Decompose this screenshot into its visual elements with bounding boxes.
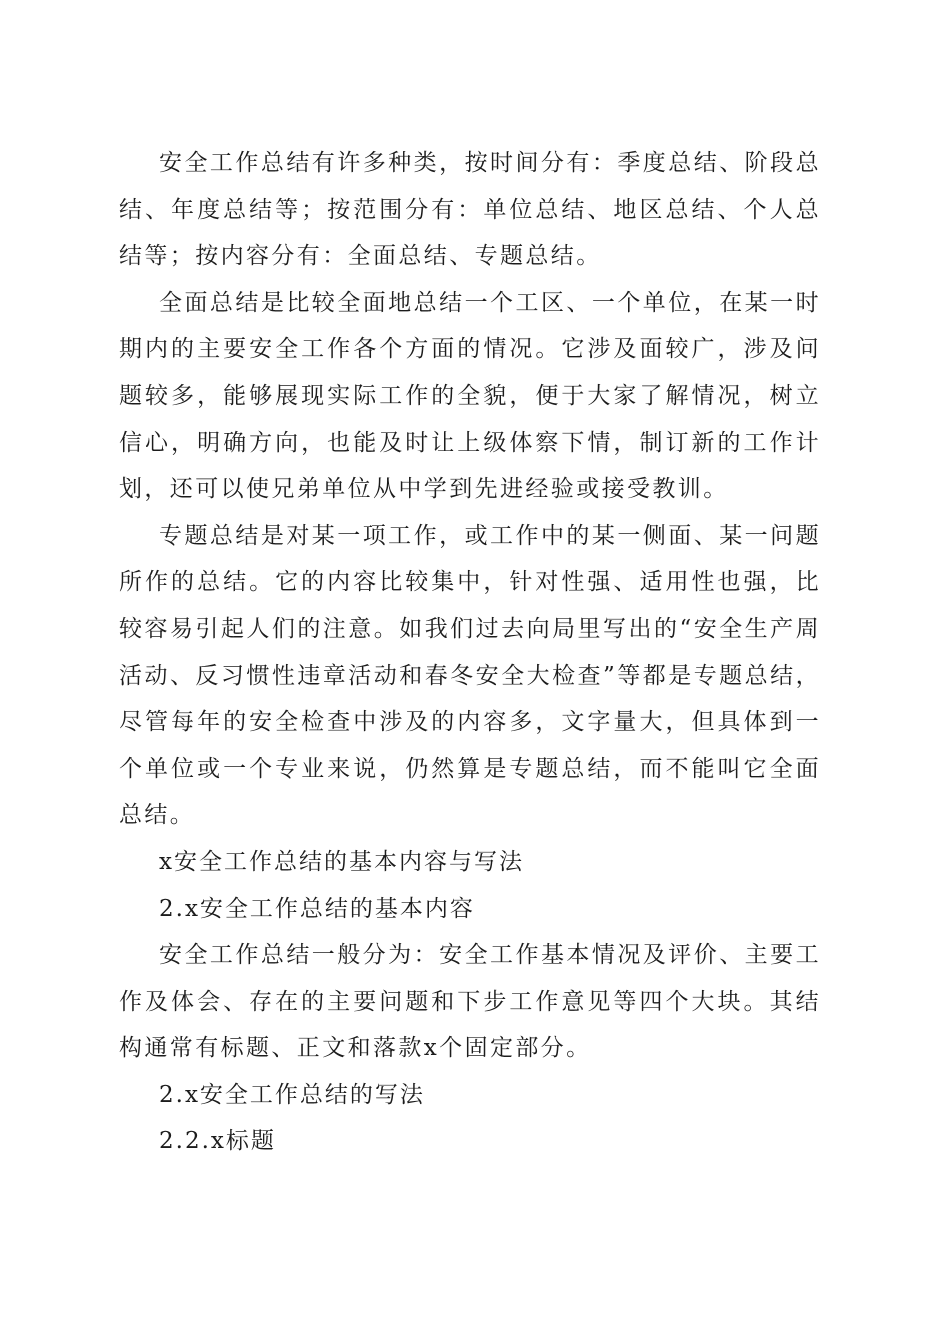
- section-heading-content-and-writing: x安全工作总结的基本内容与写法: [159, 848, 524, 875]
- paragraph-summary-types: 安全工作总结有许多种类，按时间分有：季度总结、阶段总结、年度总结等；按范围分有：单位总结、地区总结、个人总结等；按内容分有：全面总结、专题总结。: [119, 150, 821, 270]
- document-body: [119, 140, 821, 1165]
- section-heading-basic-content: 2.x安全工作总结的基本内容: [159, 895, 475, 922]
- section-heading-writing-method: 2.x安全工作总结的写法: [159, 1081, 425, 1108]
- paragraph-comprehensive-summary: 全面总结是比较全面地总结一个工区、一个单位，在某一时期内的主要安全工作各个方面的情况。它涉及面较广，涉及问题较多，能够展现实际工作的全貌，便于大家了解情况，树立信心，明确方向，也能及时让上级体察下情，制订新的工作计划，还可以使兄弟单位从中学到先进经验或接受教训。: [119, 289, 821, 503]
- section-heading-title: 2.2.x标题: [159, 1128, 276, 1155]
- paragraph-topical-summary: 专题总结是对某一项工作，或工作中的某一侧面、某一问题所作的总结。它的内容比较集中，针对性强、适用性也强，比较容易引起人们的注意。如我们过去向局里写出的“安全生产周活动、反习惯性违章活动和春冬安全大检查”等都是专题总结，尽管每年的安全检查中涉及的内容多，文字量大，但具体到一个单位或一个专业来说，仍然算是专题总结，而不能叫它全面总结。: [119, 522, 821, 829]
- paragraph-basic-content: 安全工作总结一般分为：安全工作基本情况及评价、主要工作及体会、存在的主要问题和下步工作意见等四个大块。其结构通常有标题、正文和落款x个固定部分。: [119, 942, 821, 1062]
